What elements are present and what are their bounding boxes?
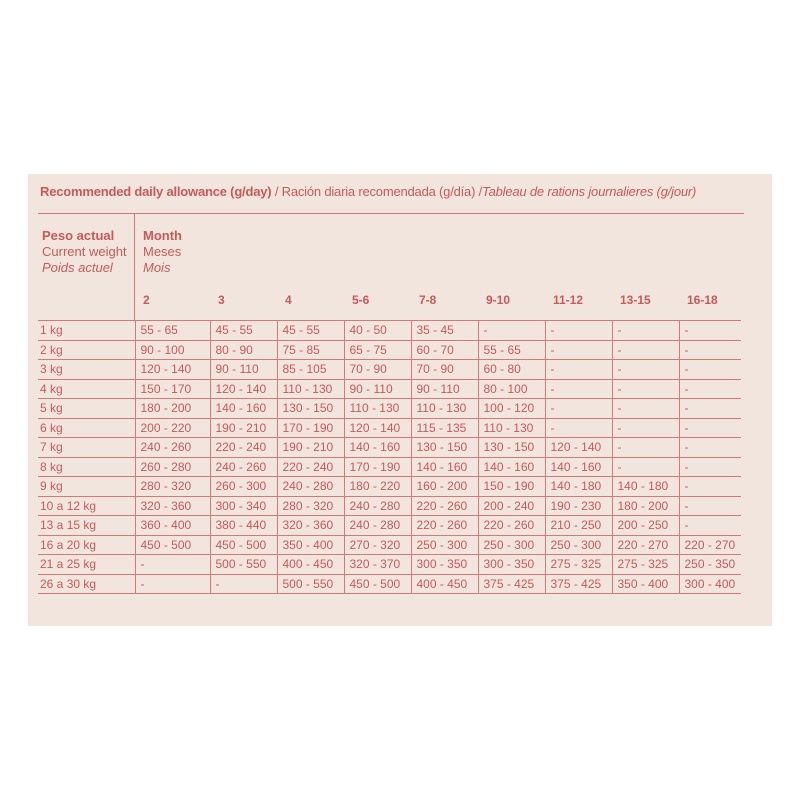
allowance-cell: - xyxy=(679,477,741,497)
allowance-cell: - xyxy=(210,574,277,594)
title-divider xyxy=(38,213,744,214)
allowance-cell: 140 - 160 xyxy=(210,399,277,419)
allowance-cell: 140 - 160 xyxy=(411,457,478,477)
allowance-cell: 80 - 100 xyxy=(478,379,545,399)
allowance-cell: 300 - 350 xyxy=(411,555,478,575)
table-row xyxy=(38,516,741,536)
allowance-cell: 140 - 180 xyxy=(545,477,612,497)
allowance-cell: 275 - 325 xyxy=(545,555,612,575)
allowance-cell: 320 - 360 xyxy=(277,516,344,536)
weight-header-fr: Poids actuel xyxy=(42,260,113,275)
allowance-cell: 320 - 370 xyxy=(344,555,411,575)
allowance-cell: 400 - 450 xyxy=(277,555,344,575)
allowance-cell: 400 - 450 xyxy=(411,574,478,594)
table-row xyxy=(38,399,741,419)
table-title xyxy=(40,184,696,199)
allowance-cell: 220 - 240 xyxy=(210,438,277,458)
allowance-cell: 90 - 100 xyxy=(135,340,210,360)
allowance-cell: 260 - 280 xyxy=(135,457,210,477)
allowance-cell: 45 - 55 xyxy=(210,321,277,341)
allowance-cell: - xyxy=(679,399,741,419)
allowance-cell: 450 - 500 xyxy=(344,574,411,594)
weight-cell: 13 a 15 kg xyxy=(38,516,135,536)
allowance-cell: 180 - 200 xyxy=(135,399,210,419)
allowance-cell: 130 - 150 xyxy=(478,438,545,458)
allowance-cell: 250 - 300 xyxy=(411,535,478,555)
allowance-cell: 200 - 240 xyxy=(478,496,545,516)
allowance-cell: 110 - 130 xyxy=(411,399,478,419)
month-label: 13-15 xyxy=(620,293,651,307)
allowance-cell: 110 - 130 xyxy=(478,418,545,438)
allowance-cell: - xyxy=(679,418,741,438)
allowance-cell: - xyxy=(612,340,679,360)
feeding-table-panel xyxy=(28,174,772,626)
weight-header-es: Peso actual xyxy=(42,228,115,243)
allowance-cell: - xyxy=(545,418,612,438)
weight-cell: 2 kg xyxy=(38,340,135,360)
allowance-cell: - xyxy=(545,379,612,399)
allowance-cell: 450 - 500 xyxy=(135,535,210,555)
title-french: Tableau de rations journalieres (g/jour) xyxy=(482,184,697,199)
allowance-cell: - xyxy=(545,340,612,360)
allowance-cell: 375 - 425 xyxy=(478,574,545,594)
weight-cell: 16 a 20 kg xyxy=(38,535,135,555)
allowance-cell: 140 - 180 xyxy=(612,477,679,497)
title-english: Recommended daily allowance (g/day) xyxy=(40,184,272,199)
allowance-cell: 190 - 210 xyxy=(210,418,277,438)
table-row xyxy=(38,477,741,497)
allowance-cell: 260 - 300 xyxy=(210,477,277,497)
allowance-cell: 220 - 270 xyxy=(612,535,679,555)
allowance-cell: 85 - 105 xyxy=(277,360,344,380)
weight-cell: 4 kg xyxy=(38,379,135,399)
allowance-cell: 100 - 120 xyxy=(478,399,545,419)
allowance-cell: 220 - 260 xyxy=(411,516,478,536)
table-row xyxy=(38,379,741,399)
allowance-cell: 80 - 90 xyxy=(210,340,277,360)
month-header xyxy=(143,228,182,276)
month-label: 11-12 xyxy=(553,293,584,307)
weight-cell: 26 a 30 kg xyxy=(38,574,135,594)
allowance-cell: 275 - 325 xyxy=(612,555,679,575)
allowance-cell: - xyxy=(679,516,741,536)
allowance-cell: 120 - 140 xyxy=(135,360,210,380)
month-label: 2 xyxy=(143,293,150,307)
allowance-cell: 250 - 300 xyxy=(545,535,612,555)
allowance-cell: 140 - 160 xyxy=(478,457,545,477)
allowance-cell: 220 - 260 xyxy=(411,496,478,516)
allowance-cell: - xyxy=(612,399,679,419)
table-row xyxy=(38,321,741,341)
allowance-cell: 150 - 170 xyxy=(135,379,210,399)
table-row xyxy=(38,340,741,360)
allowance-cell: 120 - 140 xyxy=(344,418,411,438)
allowance-cell: 140 - 160 xyxy=(545,457,612,477)
table-row xyxy=(38,438,741,458)
allowance-cell: 450 - 500 xyxy=(210,535,277,555)
allowance-cell: 220 - 240 xyxy=(277,457,344,477)
allowance-cell: - xyxy=(679,360,741,380)
allowance-cell: - xyxy=(545,399,612,419)
allowance-cell: 500 - 550 xyxy=(210,555,277,575)
weight-cell: 5 kg xyxy=(38,399,135,419)
allowance-cell: 120 - 140 xyxy=(545,438,612,458)
allowance-cell: 220 - 260 xyxy=(478,516,545,536)
weight-cell: 7 kg xyxy=(38,438,135,458)
allowance-cell: 65 - 75 xyxy=(344,340,411,360)
allowance-cell: 55 - 65 xyxy=(478,340,545,360)
allowance-cell: 110 - 130 xyxy=(344,399,411,419)
allowance-cell: - xyxy=(612,418,679,438)
weight-cell: 8 kg xyxy=(38,457,135,477)
month-label: 7-8 xyxy=(419,293,437,307)
allowance-cell: 350 - 400 xyxy=(277,535,344,555)
allowance-cell: - xyxy=(612,379,679,399)
allowance-cell: 320 - 360 xyxy=(135,496,210,516)
allowance-cell: 280 - 320 xyxy=(277,496,344,516)
allowance-cell: 90 - 110 xyxy=(210,360,277,380)
allowance-cell: 200 - 250 xyxy=(612,516,679,536)
table-row xyxy=(38,457,741,477)
allowance-cell: 130 - 150 xyxy=(277,399,344,419)
allowance-cell: 360 - 400 xyxy=(135,516,210,536)
allowance-cell: - xyxy=(679,438,741,458)
month-header-en: Month xyxy=(143,228,182,243)
allowance-cell: 500 - 550 xyxy=(277,574,344,594)
table-row xyxy=(38,555,741,575)
weight-header-en: Current weight xyxy=(42,244,127,259)
allowance-cell: 220 - 270 xyxy=(679,535,741,555)
allowance-cell: - xyxy=(679,340,741,360)
allowance-cell: 45 - 55 xyxy=(277,321,344,341)
month-label: 4 xyxy=(285,293,292,307)
allowance-cell: 70 - 90 xyxy=(344,360,411,380)
table-row xyxy=(38,360,741,380)
month-label: 3 xyxy=(218,293,225,307)
allowance-cell: 170 - 190 xyxy=(277,418,344,438)
allowance-cell: 250 - 350 xyxy=(679,555,741,575)
allowance-cell: 90 - 110 xyxy=(411,379,478,399)
allowance-cell: - xyxy=(612,321,679,341)
allowance-cell: 300 - 400 xyxy=(679,574,741,594)
header-divider xyxy=(134,214,135,320)
allowance-cell: 115 - 135 xyxy=(411,418,478,438)
allowance-cell: 240 - 280 xyxy=(277,477,344,497)
allowance-cell: 140 - 160 xyxy=(344,438,411,458)
allowance-cell: 210 - 250 xyxy=(545,516,612,536)
allowance-cell: 250 - 300 xyxy=(478,535,545,555)
month-header-es: Meses xyxy=(143,244,182,259)
allowance-cell: 300 - 340 xyxy=(210,496,277,516)
allowance-cell: 350 - 400 xyxy=(612,574,679,594)
allowance-cell: 240 - 280 xyxy=(344,496,411,516)
allowance-table xyxy=(38,320,741,594)
allowance-cell: 240 - 280 xyxy=(344,516,411,536)
month-label: 16-18 xyxy=(687,293,718,307)
month-label: 5-6 xyxy=(352,293,370,307)
allowance-cell: 190 - 230 xyxy=(545,496,612,516)
weight-cell: 6 kg xyxy=(38,418,135,438)
allowance-cell: - xyxy=(612,438,679,458)
weight-cell: 3 kg xyxy=(38,360,135,380)
table-row xyxy=(38,535,741,555)
allowance-cell: 35 - 45 xyxy=(411,321,478,341)
weight-cell: 1 kg xyxy=(38,321,135,341)
allowance-cell: - xyxy=(679,379,741,399)
allowance-cell: 55 - 65 xyxy=(135,321,210,341)
allowance-cell: 70 - 90 xyxy=(411,360,478,380)
title-spanish: / Ración diaria recomendada (g/día) / xyxy=(271,184,483,199)
allowance-cell: 60 - 70 xyxy=(411,340,478,360)
allowance-cell: 300 - 350 xyxy=(478,555,545,575)
allowance-cell: 160 - 200 xyxy=(411,477,478,497)
allowance-cell: 120 - 140 xyxy=(210,379,277,399)
allowance-cell: 280 - 320 xyxy=(135,477,210,497)
weight-cell: 9 kg xyxy=(38,477,135,497)
allowance-cell: 40 - 50 xyxy=(344,321,411,341)
allowance-cell: 180 - 200 xyxy=(612,496,679,516)
allowance-cell: 375 - 425 xyxy=(545,574,612,594)
weight-cell: 10 a 12 kg xyxy=(38,496,135,516)
allowance-cell: - xyxy=(478,321,545,341)
table-row xyxy=(38,574,741,594)
allowance-cell: 170 - 190 xyxy=(344,457,411,477)
table-row xyxy=(38,496,741,516)
allowance-cell: 75 - 85 xyxy=(277,340,344,360)
table-row xyxy=(38,418,741,438)
allowance-cell: - xyxy=(612,457,679,477)
allowance-cell: 60 - 80 xyxy=(478,360,545,380)
month-label: 9-10 xyxy=(486,293,511,307)
allowance-cell: 380 - 440 xyxy=(210,516,277,536)
allowance-cell: 240 - 260 xyxy=(135,438,210,458)
allowance-cell: - xyxy=(679,321,741,341)
month-header-fr: Mois xyxy=(143,260,171,275)
allowance-cell: - xyxy=(545,360,612,380)
allowance-cell: - xyxy=(679,457,741,477)
allowance-cell: 150 - 190 xyxy=(478,477,545,497)
weight-header xyxy=(42,228,127,276)
allowance-cell: 200 - 220 xyxy=(135,418,210,438)
allowance-cell: 90 - 110 xyxy=(344,379,411,399)
allowance-cell: 110 - 130 xyxy=(277,379,344,399)
allowance-cell: - xyxy=(545,321,612,341)
allowance-cell: 240 - 260 xyxy=(210,457,277,477)
allowance-cell: 190 - 210 xyxy=(277,438,344,458)
allowance-cell: - xyxy=(135,574,210,594)
weight-cell: 21 a 25 kg xyxy=(38,555,135,575)
allowance-cell: 180 - 220 xyxy=(344,477,411,497)
allowance-cell: - xyxy=(679,496,741,516)
allowance-cell: 270 - 320 xyxy=(344,535,411,555)
allowance-cell: 130 - 150 xyxy=(411,438,478,458)
allowance-cell: - xyxy=(612,360,679,380)
allowance-cell: - xyxy=(135,555,210,575)
